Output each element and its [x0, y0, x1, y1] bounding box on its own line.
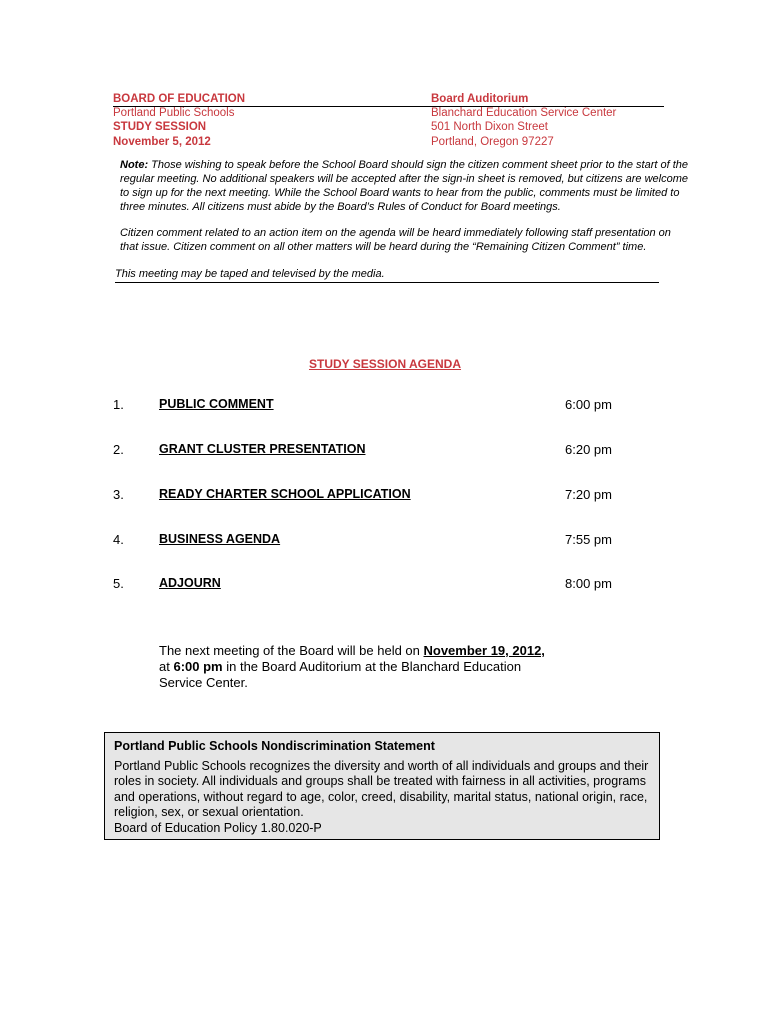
agenda-item-title: ADJOURN [159, 576, 221, 590]
header-city: Portland, Oregon 97227 [431, 135, 554, 148]
agenda-item-number: 5. [113, 576, 124, 591]
header-right [431, 92, 663, 149]
nondiscrimination-box [104, 732, 660, 840]
agenda-item-title: BUSINESS AGENDA [159, 532, 281, 546]
next-meeting-time: 6:00 pm [173, 659, 223, 674]
nondiscrimination-body: Portland Public Schools recognizes the diversity and worth of all individuals and groups and their roles in society. All individuals and groups shall be treated with fairness in all activities, programs and operations, without regard to age, color, creed, disability, marital status, national origin, race, religion, sex, or sexual orientation. [114, 758, 649, 819]
agenda-item-time: 6:00 pm [565, 397, 612, 412]
header-session-type: STUDY SESSION [113, 121, 207, 134]
next-meeting-prefix: The next meeting of the Board will be held on [159, 643, 424, 658]
agenda-item-time: 7:20 pm [565, 487, 612, 502]
next-meeting-date: November 19, 2012, [423, 643, 545, 658]
note-text: Those wishing to speak before the School Board should sign the citizen comment sheet prior to the start of the regular meeting. No additional speakers will be accepted after the sign-in sheet is removed, but citizens are welcome to sign up for the next meeting. While the School Board wants to hear from the public, comments must be limited to three minutes. All citizens must abide by the Board’s Rules of Conduct for Board meetings. [120, 159, 689, 213]
header-district: Portland Public Schools [113, 107, 235, 120]
taped-notice: This meeting may be taped and televised by the media. [115, 267, 659, 283]
agenda-item-number: 3. [113, 487, 124, 502]
note-label: Note: [120, 159, 149, 171]
agenda-item-time: 8:00 pm [565, 576, 612, 591]
header-date: November 5, 2012 [113, 135, 211, 148]
agenda-title: STUDY SESSION AGENDA [308, 357, 462, 371]
nondiscrimination-title: Portland Public Schools Nondiscrimination Statement [114, 739, 435, 753]
agenda-item-time: 6:20 pm [565, 442, 612, 457]
agenda-item-title: PUBLIC COMMENT [159, 397, 274, 411]
next-meeting-text [159, 643, 559, 691]
agenda-item-title: GRANT CLUSTER PRESENTATION [159, 442, 366, 456]
agenda-item-number: 4. [113, 532, 124, 547]
header-board-title: BOARD OF EDUCATION [113, 93, 246, 105]
next-meeting-suffix: in the Board Auditorium at the Blanchard Education Service Center. [159, 659, 522, 690]
header-building: Blanchard Education Service Center [431, 107, 617, 120]
next-meeting-mid: at [159, 659, 170, 674]
header-street: 501 North Dixon Street [431, 121, 548, 134]
speaker-note [120, 158, 690, 214]
nondiscrimination-policy: Board of Education Policy 1.80.020-P [114, 820, 322, 835]
header-venue: Board Auditorium [431, 93, 529, 105]
agenda-item-title: READY CHARTER SCHOOL APPLICATION [159, 487, 411, 501]
agenda-item-number: 1. [113, 397, 124, 412]
citizen-comment-note: Citizen comment related to an action item on the agenda will be heard immediately following staff presentation on that issue. Citizen comment on all other matters will be heard during the “Remaining Citizen Comment” time. [120, 227, 671, 253]
header-left [113, 92, 413, 149]
agenda-item-number: 2. [113, 442, 124, 457]
agenda-item-time: 7:55 pm [565, 532, 612, 547]
